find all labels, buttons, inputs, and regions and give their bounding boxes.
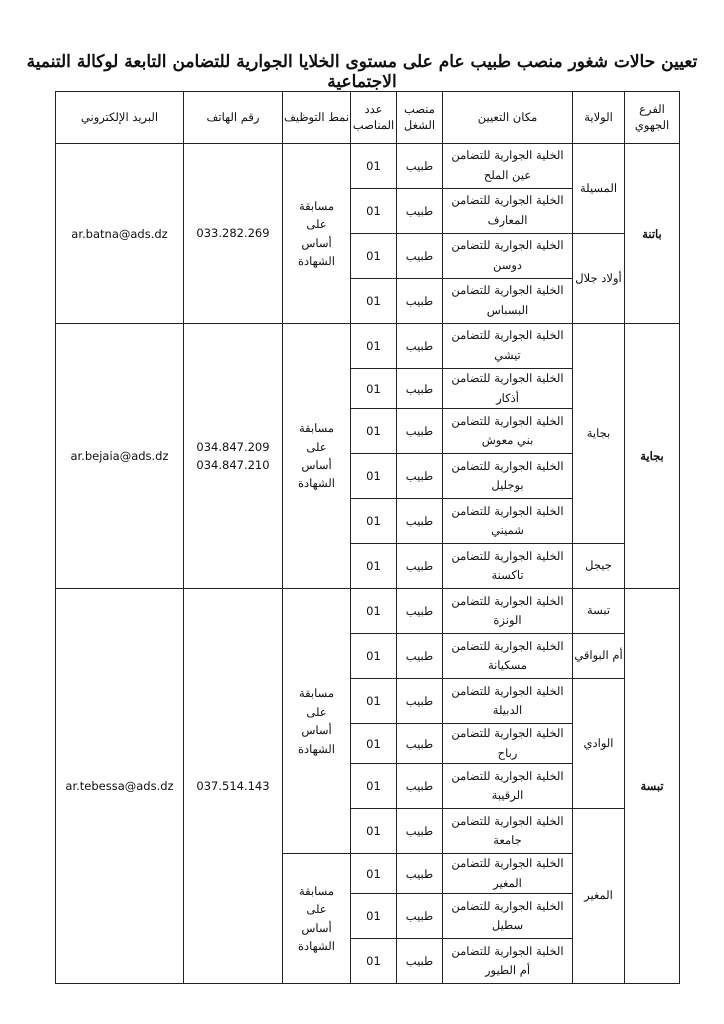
place-line: الخلية الجوارية للتضامن: [451, 503, 564, 518]
post-cell: طبيب: [397, 369, 443, 409]
place-line: الخلية الجوارية للتضامن: [451, 148, 564, 163]
header-mode: نمط التوظيف: [283, 92, 351, 144]
place-cell: [443, 189, 573, 234]
phone-number: 037.514.143: [196, 778, 270, 793]
post-cell: طبيب: [397, 854, 443, 894]
place-cell: [443, 939, 573, 984]
post-cell: طبيب: [397, 809, 443, 854]
post-cell: طبيب: [397, 144, 443, 189]
count-cell: 01: [351, 144, 397, 189]
email-cell: ar.batna@ads.dz: [56, 144, 184, 324]
count-cell: 01: [351, 499, 397, 544]
place-cell: [443, 234, 573, 279]
place-cell: [443, 809, 573, 854]
place-line: الرقيبة: [491, 788, 524, 803]
place-line: عين الملح: [483, 168, 532, 182]
wilaya-cell: بجاية: [573, 324, 625, 544]
place-line: دوسن: [492, 258, 523, 272]
place-line: الخلية الجوارية للتضامن: [451, 898, 564, 913]
post-cell: طبيب: [397, 279, 443, 324]
place-cell: [443, 724, 573, 764]
count-cell: 01: [351, 544, 397, 589]
count-cell: 01: [351, 854, 397, 894]
phone-cell: [184, 589, 283, 984]
post-cell: طبيب: [397, 324, 443, 369]
email-cell: ar.tebessa@ads.dz: [56, 589, 184, 984]
place-cell: [443, 854, 573, 894]
place-line: الخلية الجوارية للتضامن: [451, 238, 564, 253]
count-cell: 01: [351, 809, 397, 854]
post-cell: طبيب: [397, 499, 443, 544]
page-title: تعيين حالات شغور منصب طبيب عام على مستوى الخلايا الجوارية للتضامن التابعة لوكالة التنمية الاجتماعية: [26, 52, 698, 92]
place-line: الخلية الجوارية للتضامن: [451, 193, 564, 208]
place-line: الخلية الجوارية للتضامن رباح: [451, 726, 564, 760]
branch-cell: تبسة: [625, 589, 680, 984]
header-email: البريد الإلكتروني: [56, 92, 184, 144]
branch-cell: بجاية: [625, 324, 680, 589]
wilaya-cell: أم البواقي: [573, 634, 625, 679]
place-cell: [443, 324, 573, 369]
place-cell: [443, 279, 573, 324]
wilaya-cell: المغير: [573, 809, 625, 984]
place-line: جامعة: [493, 833, 522, 848]
post-cell: طبيب: [397, 454, 443, 499]
place-line: شميني: [491, 523, 524, 538]
count-cell: 01: [351, 724, 397, 764]
place-line: الخلية الجوارية للتضامن المغير: [451, 856, 564, 890]
place-cell: [443, 764, 573, 809]
post-cell: طبيب: [397, 679, 443, 724]
branch-cell: باتنة: [625, 144, 680, 324]
place-cell: [443, 369, 573, 409]
place-line: الخلية الجوارية للتضامن أذكار: [451, 371, 564, 405]
email-cell: ar.bejaia@ads.dz: [56, 324, 184, 589]
count-cell: 01: [351, 589, 397, 634]
post-cell: طبيب: [397, 544, 443, 589]
count-cell: 01: [351, 894, 397, 939]
place-cell: [443, 679, 573, 724]
count-cell: 01: [351, 369, 397, 409]
post-cell: طبيب: [397, 409, 443, 454]
place-line: البسباس: [486, 303, 529, 317]
place-line: الخلية الجوارية للتضامن: [451, 943, 564, 958]
count-cell: 01: [351, 939, 397, 984]
vacancies-table: [55, 91, 680, 984]
wilaya-cell: أولاد جلال: [573, 234, 625, 324]
header-count: عدد المناصب: [351, 92, 397, 144]
place-cell: [443, 499, 573, 544]
post-cell: طبيب: [397, 234, 443, 279]
header-post: منصب الشغل: [397, 92, 443, 144]
place-line: الخلية الجوارية للتضامن: [451, 813, 564, 828]
phone-number: 034.847.210: [196, 458, 270, 473]
place-line: بوجليل: [491, 478, 524, 493]
place-line: الخلية الجوارية للتضامن: [451, 458, 564, 473]
place-line: الخلية الجوارية للتضامن: [451, 283, 564, 298]
place-line: الخلية الجوارية للتضامن: [451, 328, 564, 343]
table-row: [56, 144, 680, 189]
phone-cell: [184, 144, 283, 324]
post-cell: طبيب: [397, 764, 443, 809]
post-cell: طبيب: [397, 589, 443, 634]
count-cell: 01: [351, 189, 397, 234]
post-cell: طبيب: [397, 634, 443, 679]
phone-number: 033.282.269: [196, 226, 270, 241]
place-cell: [443, 634, 573, 679]
wilaya-cell: جيجل: [573, 544, 625, 589]
wilaya-cell: المسيلة: [573, 144, 625, 234]
post-cell: طبيب: [397, 724, 443, 764]
header-phone: رقم الهاتف: [184, 92, 283, 144]
mode-cell: مسابقة على أساس الشهادة: [283, 589, 351, 854]
count-cell: 01: [351, 234, 397, 279]
place-line: الدبيلة: [492, 703, 523, 718]
header-row: [56, 92, 680, 144]
place-line: المعارف: [487, 213, 528, 227]
wilaya-cell: الوادي: [573, 679, 625, 809]
mode-cell: مسابقة على أساس الشهادة: [283, 144, 351, 324]
place-cell: [443, 544, 573, 589]
place-line: الخلية الجوارية للتضامن: [451, 638, 564, 653]
place-line: الخلية الجوارية للتضامن: [451, 768, 564, 783]
post-cell: طبيب: [397, 939, 443, 984]
place-line: أم الطيور: [484, 963, 531, 978]
header-branch: الفرع الجهوي: [625, 92, 680, 144]
header-place: مكان التعيين: [443, 92, 573, 144]
count-cell: 01: [351, 454, 397, 499]
post-cell: طبيب: [397, 894, 443, 939]
table-row: [56, 324, 680, 369]
post-cell: طبيب: [397, 189, 443, 234]
place-line: الخلية الجوارية للتضامن: [451, 683, 564, 698]
place-cell: [443, 409, 573, 454]
count-cell: 01: [351, 409, 397, 454]
place-line: تاكسنة: [491, 568, 524, 583]
place-line: الخلية الجوارية للتضامن: [451, 548, 564, 563]
place-line: مسكيانة: [487, 658, 528, 673]
header-wilaya: الولاية: [573, 92, 625, 144]
place-line: تيشي: [494, 348, 521, 362]
mode-cell: مسابقة على أساس الشهادة: [283, 854, 351, 984]
mode-cell: مسابقة على أساس الشهادة: [283, 324, 351, 589]
place-cell: [443, 894, 573, 939]
count-cell: 01: [351, 634, 397, 679]
phone-number: 034.847.209: [196, 439, 270, 454]
place-line: سطيل: [491, 918, 524, 933]
place-line: الونزة: [493, 613, 522, 628]
place-line: الخلية الجوارية للتضامن: [451, 413, 564, 428]
count-cell: 01: [351, 764, 397, 809]
place-cell: [443, 144, 573, 189]
count-cell: 01: [351, 324, 397, 369]
phone-cell: [184, 324, 283, 589]
count-cell: 01: [351, 679, 397, 724]
place-line: بني معوش: [481, 433, 534, 448]
place-cell: [443, 589, 573, 634]
wilaya-cell: تبسة: [573, 589, 625, 634]
table-body: [56, 144, 680, 984]
place-cell: [443, 454, 573, 499]
place-line: الخلية الجوارية للتضامن: [451, 593, 564, 608]
table-row: [56, 589, 680, 634]
count-cell: 01: [351, 279, 397, 324]
